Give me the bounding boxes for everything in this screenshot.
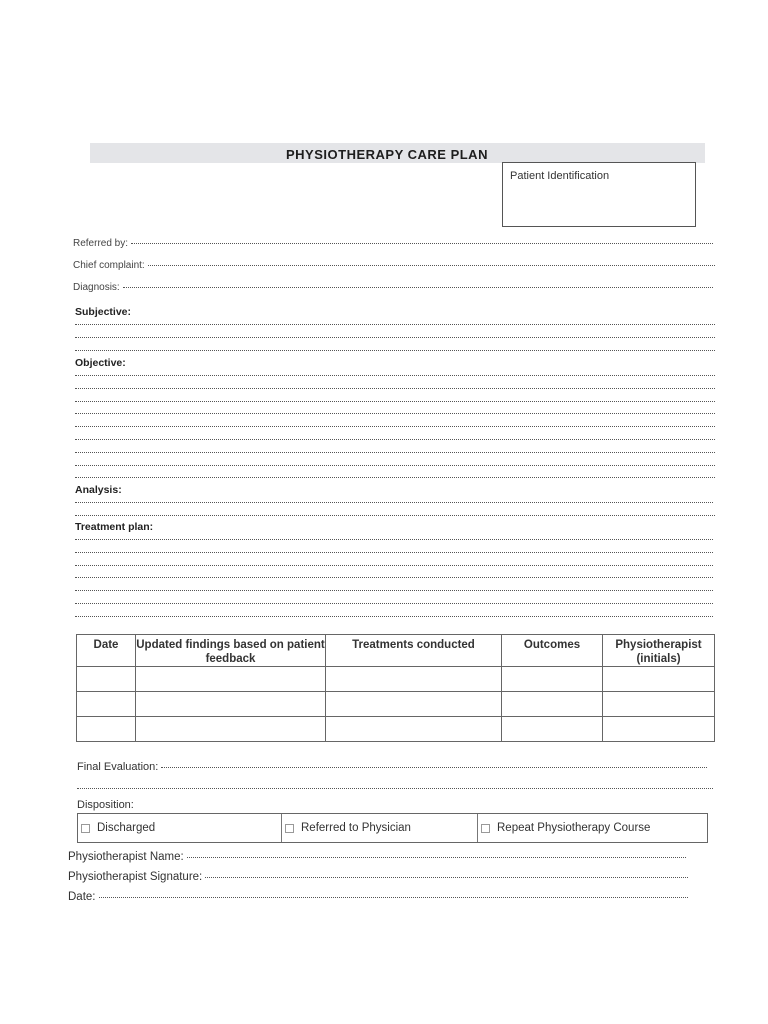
option-repeat-course[interactable] bbox=[477, 814, 707, 842]
disposition-options bbox=[77, 813, 708, 843]
subjective-line[interactable] bbox=[75, 337, 715, 338]
objective-line[interactable] bbox=[75, 426, 715, 427]
analysis-line[interactable] bbox=[75, 515, 715, 516]
referred-by-line[interactable] bbox=[131, 234, 713, 244]
chief-complaint-line[interactable] bbox=[148, 256, 715, 266]
chief-complaint-label: Chief complaint: bbox=[73, 260, 145, 271]
referred-checkbox[interactable] bbox=[285, 824, 294, 833]
treatment-plan-line[interactable] bbox=[75, 552, 713, 553]
referred-label: Referred to Physician bbox=[301, 822, 411, 834]
chief-complaint-field[interactable] bbox=[73, 258, 715, 271]
physiotherapist-name-field[interactable] bbox=[68, 850, 686, 863]
table-cell[interactable] bbox=[603, 692, 715, 717]
table-row bbox=[77, 667, 715, 692]
physiotherapist-name-label: Physiotherapist Name: bbox=[68, 851, 184, 863]
table-cell[interactable] bbox=[77, 717, 136, 742]
treatment-plan-line[interactable] bbox=[75, 565, 713, 566]
physiotherapist-name-line[interactable] bbox=[187, 848, 686, 858]
repeat-course-checkbox[interactable] bbox=[481, 824, 490, 833]
treatment-plan-line[interactable] bbox=[75, 590, 713, 591]
disposition-label: Disposition: bbox=[77, 799, 134, 811]
analysis-heading: Analysis: bbox=[75, 484, 122, 496]
treatment-plan-line[interactable] bbox=[75, 603, 713, 604]
treatment-log-table bbox=[76, 634, 715, 742]
table-cell[interactable] bbox=[502, 717, 603, 742]
subjective-line[interactable] bbox=[75, 350, 715, 351]
discharged-label: Discharged bbox=[97, 822, 156, 834]
objective-line[interactable] bbox=[75, 375, 715, 376]
objective-line[interactable] bbox=[75, 439, 715, 440]
column-header-outcomes: Outcomes bbox=[502, 635, 603, 667]
diagnosis-label: Diagnosis: bbox=[73, 282, 120, 293]
analysis-line[interactable] bbox=[75, 502, 713, 503]
form-title: PHYSIOTHERAPY CARE PLAN bbox=[286, 147, 488, 162]
date-field[interactable] bbox=[68, 890, 688, 903]
table-cell[interactable] bbox=[77, 667, 136, 692]
date-label: Date: bbox=[68, 891, 96, 903]
objective-line[interactable] bbox=[75, 465, 715, 466]
table-cell[interactable] bbox=[77, 692, 136, 717]
final-evaluation-label: Final Evaluation: bbox=[77, 761, 159, 773]
discharged-checkbox[interactable] bbox=[81, 824, 90, 833]
column-header-treatments: Treatments conducted bbox=[326, 635, 502, 667]
date-line[interactable] bbox=[99, 888, 689, 898]
diagnosis-line[interactable] bbox=[123, 278, 713, 288]
patient-identification-box[interactable] bbox=[502, 162, 696, 227]
table-cell[interactable] bbox=[502, 692, 603, 717]
subjective-heading: Subjective: bbox=[75, 306, 132, 318]
table-cell[interactable] bbox=[326, 717, 502, 742]
option-referred-to-physician[interactable] bbox=[281, 814, 477, 842]
column-header-updated-findings: Updated findings based on patient feedback bbox=[136, 635, 326, 667]
option-discharged[interactable] bbox=[78, 814, 281, 842]
physiotherapist-signature-line[interactable] bbox=[205, 868, 688, 878]
objective-heading: Objective: bbox=[75, 357, 126, 369]
physiotherapist-signature-label: Physiotherapist Signature: bbox=[68, 871, 203, 883]
column-header-date: Date bbox=[77, 635, 136, 667]
patient-identification-label: Patient Identification bbox=[510, 170, 610, 182]
final-evaluation-field[interactable] bbox=[77, 760, 707, 773]
table-cell[interactable] bbox=[136, 692, 326, 717]
table-cell[interactable] bbox=[136, 667, 326, 692]
objective-line[interactable] bbox=[75, 452, 715, 453]
column-header-physiotherapist: Physiotherapist (initials) bbox=[603, 635, 715, 667]
table-cell[interactable] bbox=[603, 717, 715, 742]
table-cell[interactable] bbox=[136, 717, 326, 742]
table-header-row bbox=[77, 635, 715, 667]
treatment-plan-heading: Treatment plan: bbox=[75, 521, 154, 533]
objective-line[interactable] bbox=[75, 413, 715, 414]
diagnosis-field[interactable] bbox=[73, 280, 713, 293]
table-cell[interactable] bbox=[502, 667, 603, 692]
treatment-plan-line[interactable] bbox=[75, 539, 713, 540]
referred-by-label: Referred by: bbox=[73, 238, 129, 249]
table-row bbox=[77, 692, 715, 717]
treatment-plan-line[interactable] bbox=[75, 616, 713, 617]
subjective-line[interactable] bbox=[75, 324, 715, 325]
treatment-plan-line[interactable] bbox=[75, 577, 713, 578]
objective-line[interactable] bbox=[75, 477, 715, 478]
physiotherapist-signature-field[interactable] bbox=[68, 870, 688, 883]
table-cell[interactable] bbox=[326, 692, 502, 717]
repeat-course-label: Repeat Physiotherapy Course bbox=[497, 822, 651, 834]
referred-by-field[interactable] bbox=[73, 236, 713, 249]
final-evaluation-line[interactable] bbox=[161, 758, 707, 768]
table-cell[interactable] bbox=[603, 667, 715, 692]
table-cell[interactable] bbox=[326, 667, 502, 692]
objective-line[interactable] bbox=[75, 401, 715, 402]
final-evaluation-line[interactable] bbox=[77, 788, 713, 789]
objective-line[interactable] bbox=[75, 388, 715, 389]
table-row bbox=[77, 717, 715, 742]
